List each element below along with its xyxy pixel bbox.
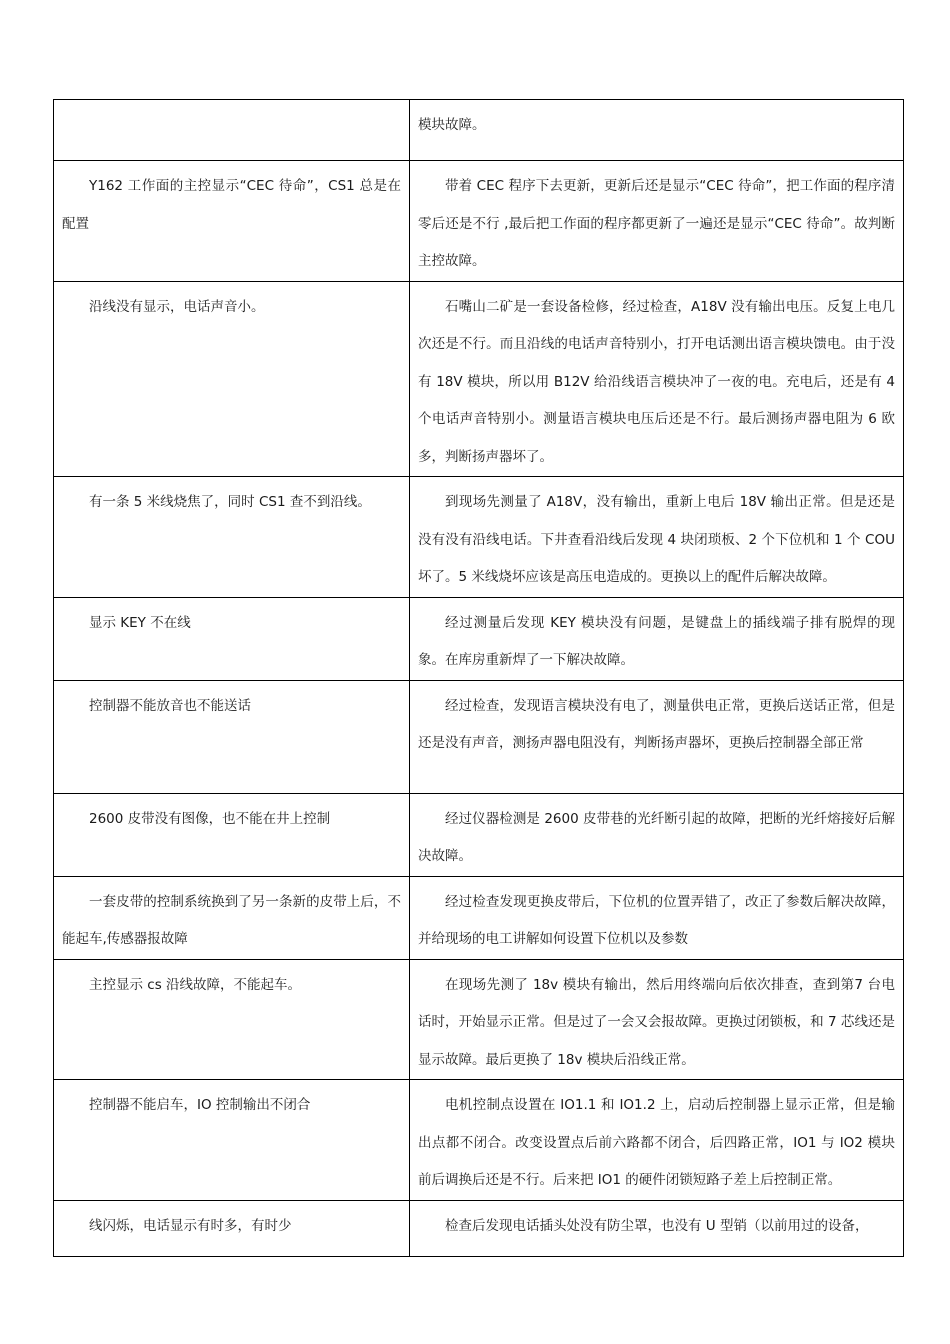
solution-text: 电机控制点设置在 IO1.1 和 IO1.2 上，启动后控制器上显示正常，但是输出点都不闭合。改变设置点后前六路都不闭合，后四路正常，IO1 与 IO2 模块前后调换后还是不行。后来把 IO1 的硬件闭锁短路子差上后控制正常。 bbox=[418, 1097, 895, 1188]
fault-text: 控制器不能放音也不能送话 bbox=[89, 697, 251, 714]
solution-cell bbox=[410, 281, 904, 477]
fault-cell bbox=[54, 1080, 410, 1201]
fault-cell bbox=[54, 100, 410, 161]
fault-cell bbox=[54, 161, 410, 282]
fault-cell bbox=[54, 959, 410, 1080]
fault-cell bbox=[54, 1200, 410, 1256]
solution-text: 带着 CEC 程序下去更新，更新后还是显示“CEC 待命”，把工作面的程序清零后还是不行 ,最后把工作面的程序都更新了一遍还是显示“CEC 待命”。故判断主控故障。 bbox=[418, 178, 895, 269]
fault-text: 控制器不能启车，IO 控制输出不闭合 bbox=[89, 1097, 311, 1113]
fault-text: 线闪烁，电话显示有时多，有时少 bbox=[89, 1217, 292, 1234]
table-row bbox=[54, 959, 904, 1080]
table-row bbox=[54, 876, 904, 959]
solution-cell bbox=[410, 1200, 904, 1256]
fault-cell bbox=[54, 281, 410, 477]
solution-text: 经过测量后发现 KEY 模块没有问题，是键盘上的插线端子排有脱焊的现象。在库房重新焊了一下解决故障。 bbox=[418, 614, 895, 668]
solution-text: 检查后发现电话插头处没有防尘罩，也没有 U 型销（以前用过的设备， bbox=[445, 1217, 869, 1234]
fault-cell bbox=[54, 477, 410, 598]
table-row bbox=[54, 161, 904, 282]
solution-cell bbox=[410, 680, 904, 793]
solution-text: 模块故障。 bbox=[418, 117, 486, 133]
fault-text: 显示 KEY 不在线 bbox=[89, 614, 191, 631]
solution-text: 经过仪器检测是 2600 皮带巷的光纤断引起的故障，把断的光纤熔接好后解决故障。 bbox=[418, 810, 895, 864]
solution-cell bbox=[410, 100, 904, 161]
fault-text: Y162 工作面的主控显示“CEC 待命”，CS1 总是在配置 bbox=[62, 178, 401, 232]
solution-cell bbox=[410, 793, 904, 876]
table-row bbox=[54, 100, 904, 161]
solution-text: 经过检查，发现语言模块没有电了，测量供电正常，更换后送话正常，但是还是没有声音，测扬声器电阻没有，判断扬声器坏，更换后控制器全部正常 bbox=[418, 697, 895, 751]
solution-cell bbox=[410, 161, 904, 282]
fault-text: 主控显示 cs 沿线故障，不能起车。 bbox=[89, 976, 302, 993]
fault-text: 沿线没有显示，电话声音小。 bbox=[89, 298, 265, 315]
fault-text: 2600 皮带没有图像，也不能在井上控制 bbox=[89, 810, 331, 827]
solution-text: 在现场先测了 18v 模块有输出，然后用终端向后依次排查，查到第7 台电话时，开始显示正常。但是过了一会又会报故障。更换过闭锁板，和 7 芯线还是显示故障。最后更换了 18v 模块后沿线正常。 bbox=[418, 976, 895, 1068]
table-row bbox=[54, 597, 904, 680]
fault-cell bbox=[54, 597, 410, 680]
table-row bbox=[54, 793, 904, 876]
solution-text: 石嘴山二矿是一套设备检修，经过检查，A18V 没有输出电压。反复上电几次还是不行。而且沿线的电话声音特别小，打开电话测出语言模块馈电。由于没有 18V 模块，所以用 B12V 给沿线语言模块冲了一夜的电。充电后，还是有 4 个电话声音特别小。测量语言模块电压后还是不行。最后测扬声器电阻为 6 欧多，判断扬声器坏了。 bbox=[418, 298, 895, 465]
solution-text: 经过检查发现更换皮带后，下位机的位置弄错了，改正了参数后解决故障，并给现场的电工讲解如何设置下位机以及参数 bbox=[418, 893, 895, 947]
fault-cell bbox=[54, 680, 410, 793]
table-row bbox=[54, 680, 904, 793]
table-row bbox=[54, 477, 904, 598]
solution-cell bbox=[410, 477, 904, 598]
fault-text: 有一条 5 米线烧焦了，同时 CS1 查不到沿线。 bbox=[89, 494, 371, 510]
solution-cell bbox=[410, 959, 904, 1080]
solution-cell bbox=[410, 1080, 904, 1201]
solution-cell bbox=[410, 597, 904, 680]
fault-text: 一套皮带的控制系统换到了另一条新的皮带上后，不能起车,传感器报故障 bbox=[62, 893, 401, 947]
fault-cell bbox=[54, 793, 410, 876]
fault-record-table bbox=[53, 99, 904, 1257]
solution-text: 到现场先测量了 A18V，没有输出，重新上电后 18V 输出正常。但是还是没有没有沿线电话。下井查看沿线后发现 4 块闭琐板、2 个下位机和 1 个 COU 坏了。5 米线烧坏应该是高压电造成的。更换以上的配件后解决故障。 bbox=[418, 494, 895, 585]
fault-cell bbox=[54, 876, 410, 959]
solution-cell bbox=[410, 876, 904, 959]
table-row bbox=[54, 281, 904, 477]
table-row bbox=[54, 1200, 904, 1256]
table-row bbox=[54, 1080, 904, 1201]
